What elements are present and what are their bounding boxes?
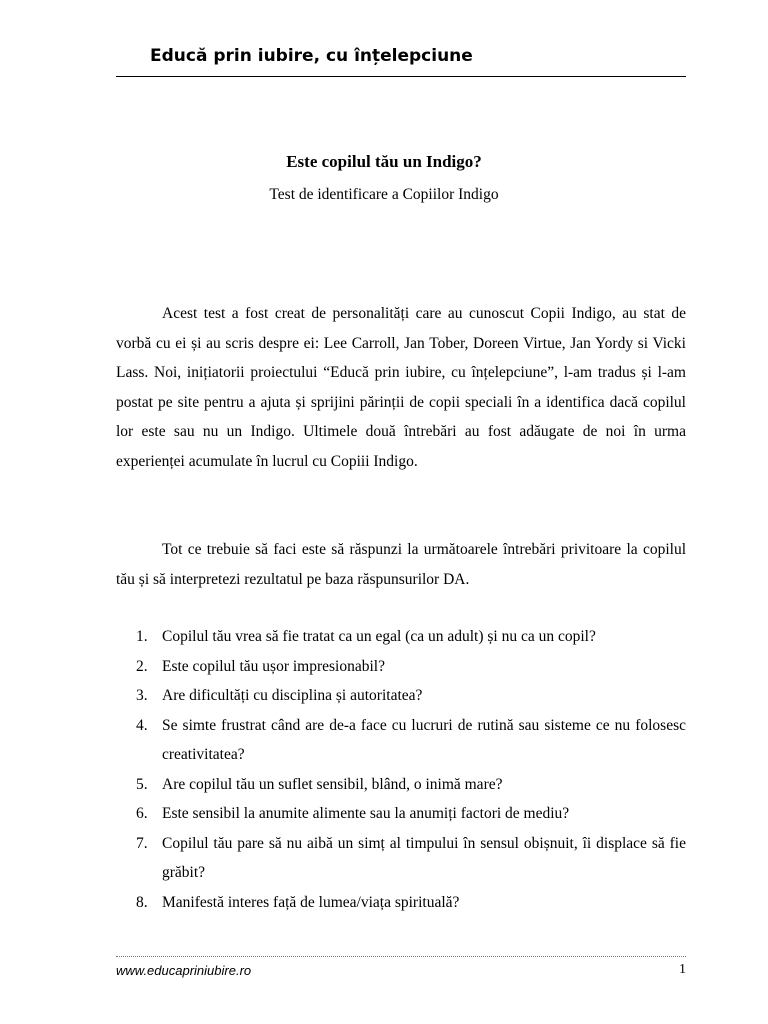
question-item	[116, 888, 686, 918]
question-number: 7.	[136, 834, 148, 852]
question-text: Manifestă interes față de lumea/viața spirituală?	[162, 893, 460, 911]
question-item	[116, 652, 686, 682]
question-item	[116, 711, 686, 770]
instructions-paragraph: Tot ce trebuie să faci este să răspunzi la următoarele întrebări privitoare la copilul tău și să interpretezi rezultatul pe baza răspunsurilor DA.	[116, 541, 686, 588]
question-number: 2.	[136, 657, 148, 675]
intro-paragraph: Acest test a fost creat de personalități care au cunoscut Copii Indigo, au stat de vorbă cu ei și au scris despre ei: Lee Carroll, Jan Tober, Doreen Virtue, Jan Yordy si Vicki Lass. Noi, inițiatorii proiectului “Educă prin iubire, cu înțelepciune”, l-am tradus și l-am postat pe site pentru a ajuta și sprijini părinții de copii speciali în a identifica dacă copilul lor este sau nu un Indigo. Ultimele două întrebări au fost adăugate de noi în urma experienței acumulate în lucrul cu Copiii Indigo.	[116, 305, 686, 470]
footer-divider	[116, 956, 686, 957]
header-title: Educă prin iubire, cu înțelepciune	[150, 46, 473, 66]
page-header	[116, 32, 686, 77]
document-subtitle: Test de identificare a Copiilor Indigo	[269, 186, 499, 203]
question-text: Este sensibil la anumite alimente sau la anumiți factori de mediu?	[162, 805, 570, 822]
question-number: 8.	[136, 893, 148, 911]
question-item	[116, 770, 686, 800]
question-list	[116, 622, 686, 917]
question-text: Este copilul tău ușor impresionabil?	[162, 657, 385, 675]
question-item	[116, 622, 686, 652]
question-text: Are dificultăți cu disciplina și autoritatea?	[162, 687, 423, 704]
question-number: 3.	[136, 687, 148, 704]
question-text: Se simte frustrat când are de-a face cu lucruri de rutină sau sisteme ce nu folosesc creativitatea?	[162, 716, 686, 763]
question-text: Are copilul tău un suflet sensibil, blând, o inimă mare?	[162, 775, 503, 793]
question-text: Copilul tău vrea să fie tratat ca un egal (ca un adult) și nu ca un copil?	[162, 628, 596, 645]
question-number: 1.	[136, 628, 148, 645]
question-item	[116, 799, 686, 829]
page-number: 1	[679, 962, 686, 977]
footer-website: www.educapriniubire.ro	[116, 963, 252, 978]
document-title: Este copilul tău un Indigo?	[286, 152, 482, 171]
question-text: Copilul tău pare să nu aibă un simț al timpului în sensul obișnuit, îi displace să fie grăbit?	[162, 834, 686, 881]
question-item	[116, 681, 686, 711]
question-number: 4.	[136, 716, 148, 734]
question-item	[116, 829, 686, 888]
question-number: 6.	[136, 805, 148, 822]
question-number: 5.	[136, 775, 148, 793]
